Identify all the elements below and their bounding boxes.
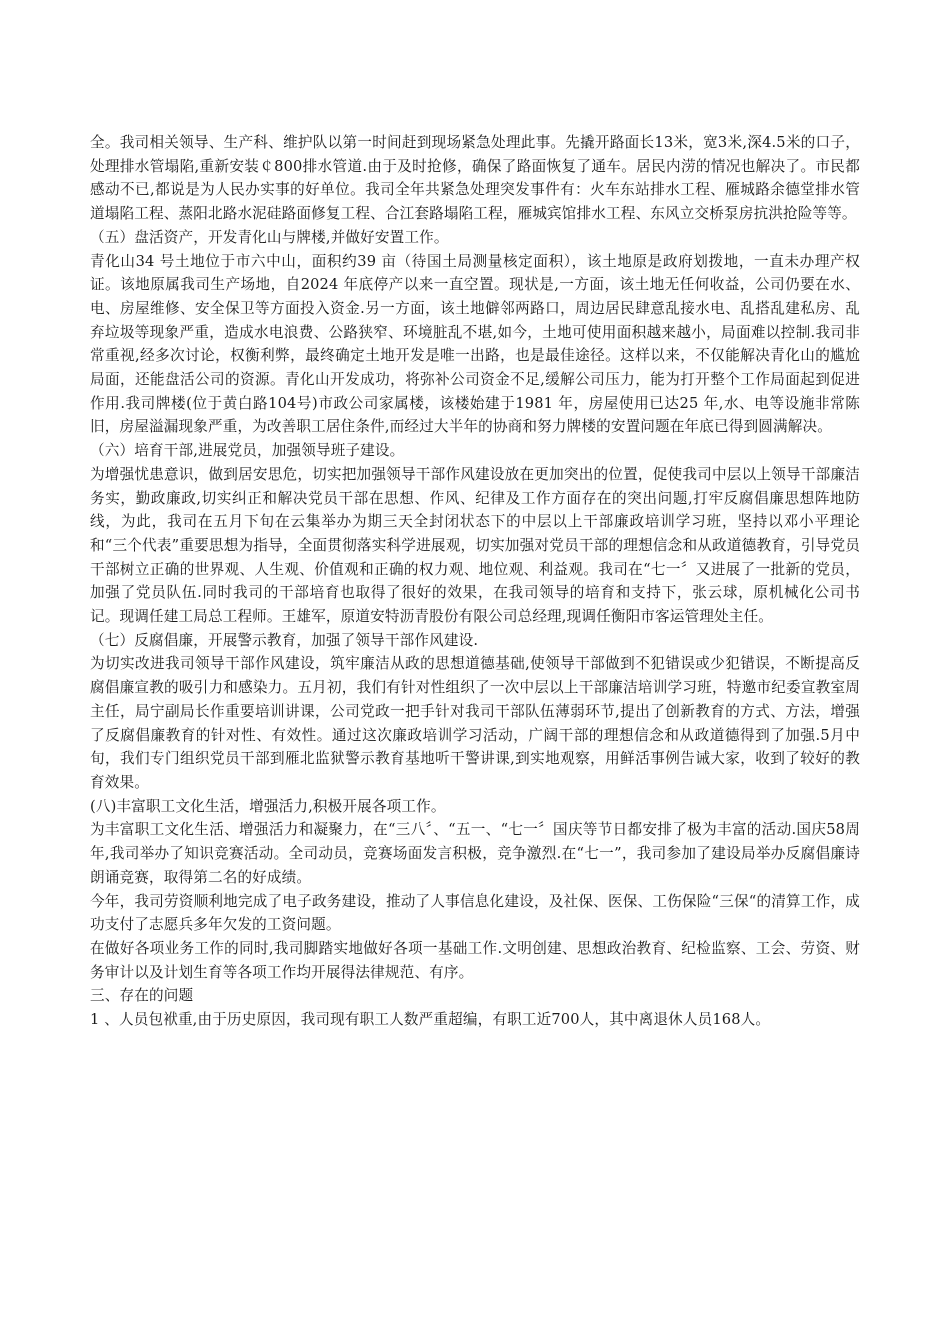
section-heading-8: (八)丰富职工文化生活，增强活力,积极开展各项工作。	[90, 797, 446, 815]
paragraph-anti-corruption: 为切实改进我司领导干部作风建设，筑牢廉洁从政的思想道德基础,使领导干部做到不犯错误或少犯错误，不断提高反腐倡廉宣教的吸引力和感染力。五月初，我们有针对性组织了一次中层以上干部廉洁培训学习班，特邀市纪委宣教室周主任，局宁副局长作重要培训讲课，公司党政一把手针对我司干部队伍薄弱环节,提出了创新教育的方式、方法，增强了反腐倡廉教育的针对性、有效性。通过这次廉政培训学习活动，广阔干部的理想信念和从政道德得到了加强.5月中旬，我们专门组织党员干部到雁北监狱警示教育基地听干警讲课,到实地观察，用鲜活事例告诫大家，收到了较好的教育效果。	[90, 655, 860, 791]
document-body	[90, 131, 860, 1032]
section-heading-6: （六）培育干部,进展党员，加强领导班子建设。	[90, 442, 405, 460]
paragraph-cultural-life: 为丰富职工文化生活、增强活力和凝聚力，在“三八〞、“五一、“七一〞国庆等节日都安排了极为丰富的活动.国庆58周年,我司举办了知识竞赛活动。全司动员，竞赛场面发言积极，竞争激烈.在“七一”，我司参加了建设局举办反腐倡廉诗朗诵竞赛，取得第二名的好成绩。	[90, 821, 860, 886]
section-heading-7: （七）反腐倡廉，开展警示教育，加强了领导干部作风建设.	[90, 631, 479, 649]
paragraph-hr-work: 今年，我司劳资顺利地完成了电子政务建设，推动了人事信息化建设，及社保、医保、工伤保险“三保“的清算工作，成功支付了志愿兵多年欠发的工资问题。	[90, 892, 860, 934]
section-heading-problems: 三、存在的问题	[90, 987, 194, 1005]
paragraph-cadre-training: 为增强忧患意识，做到居安思危，切实把加强领导干部作风建设放在更加突出的位置，促使我司中层以上领导干部廉洁务实，勤政廉政,切实纠正和解决党员干部在思想、作风、纪律及工作方面存在的突出问题,打牢反腐倡廉思想阵地防线，为此，我司在五月下旬在云集举办为期三天全封闭状态下的中层以上干部廉政培训学习班，坚持以邓小平理论和“三个代表”重要思想为指导，全面贯彻落实科学进展观，切实加强对党员干部的理想信念和从政道德教育，引导党员干部树立正确的世界观、人生观、价值观和正确的权力观、地位观、利益观。我司在“七一〞又进展了一批新的党员，加强了党员队伍.同时我司的干部培育也取得了很好的效果，在我司领导的培育和支持下，张云球，原机械化公司书记。现调任建工局总工程师。王雄军，原道安特沥青股份有限公司总经理,现调任衡阳市客运管理处主任。	[90, 465, 860, 626]
paragraph-staff-burden: 1 、人员包袱重,由于历史原因，我司现有职工人数严重超编，有职工近700人，其中离退休人员168人。	[90, 1011, 771, 1029]
paragraph-basic-work: 在做好各项业务工作的同时,我司脚踏实地做好各项一基础工作.文明创建、思想政治教育、纪检监察、工会、劳资、财务审计以及计划生育等各项工作均开展得法律规范、有序。	[90, 939, 860, 981]
section-heading-5: （五）盘活资产，开发青化山与牌楼,并做好安置工作。	[90, 228, 449, 246]
paragraph-qinghuashan-land: 青化山34 号土地位于市六中山，面积约39 亩（待国土局测量核定面积），该土地原是政府划拨地，一直未办理产权证。该地原属我司生产场地，自2024 年底停产以来一直空置。现状是,一方面，该土地无任何收益，公司仍要在水、电、房屋维修、安全保卫等方面投入资金.另一方面，该土地僻邻两路口，周边居民肆意乱接水电、乱搭乱建私房、乱弃垃圾等现象严重，造成水电浪费、公路狭窄、环境脏乱不堪,如今，土地可使用面积越来越小，局面难以控制.我司非常重视,经多次讨论，权衡利弊，最终确定土地开发是唯一出路，也是最佳途径。这样以来，不仅能解决青化山的尴尬局面，还能盘活公司的资源。青化山开发成功，将弥补公司资金不足,缓解公司压力，能为打开整个工作局面起到促进作用.我司牌楼(位于黄白路104号)市政公司家属楼，该楼始建于1981 年，房屋使用已达25 年,水、电等设施非常陈旧，房屋溢漏现象严重，为改善职工居住条件,而经过大半年的协商和努力牌楼的安置问题在年底已得到圆满解决。	[90, 252, 860, 436]
paragraph-emergency-repairs: 全。我司相关领导、生产科、维护队以第一时间赶到现场紧急处理此事。先撬开路面长13米，宽3米,深4.5米的口子，处理排水管塌陷,重新安装￠800排水管道.由于及时抢修，确保了路面恢复了通车。居民内涝的情况也解决了。市民都感动不已,都说是为人民办实事的好单位。我司全年共紧急处理突发事件有：火车东站排水工程、雁城路余德堂排水管道塌陷工程、蒸阳北路水泥硅路面修复工程、合江套路塌陷工程，雁城宾馆排水工程、东风立交桥泵房抗洪抢险等等。	[90, 134, 860, 223]
